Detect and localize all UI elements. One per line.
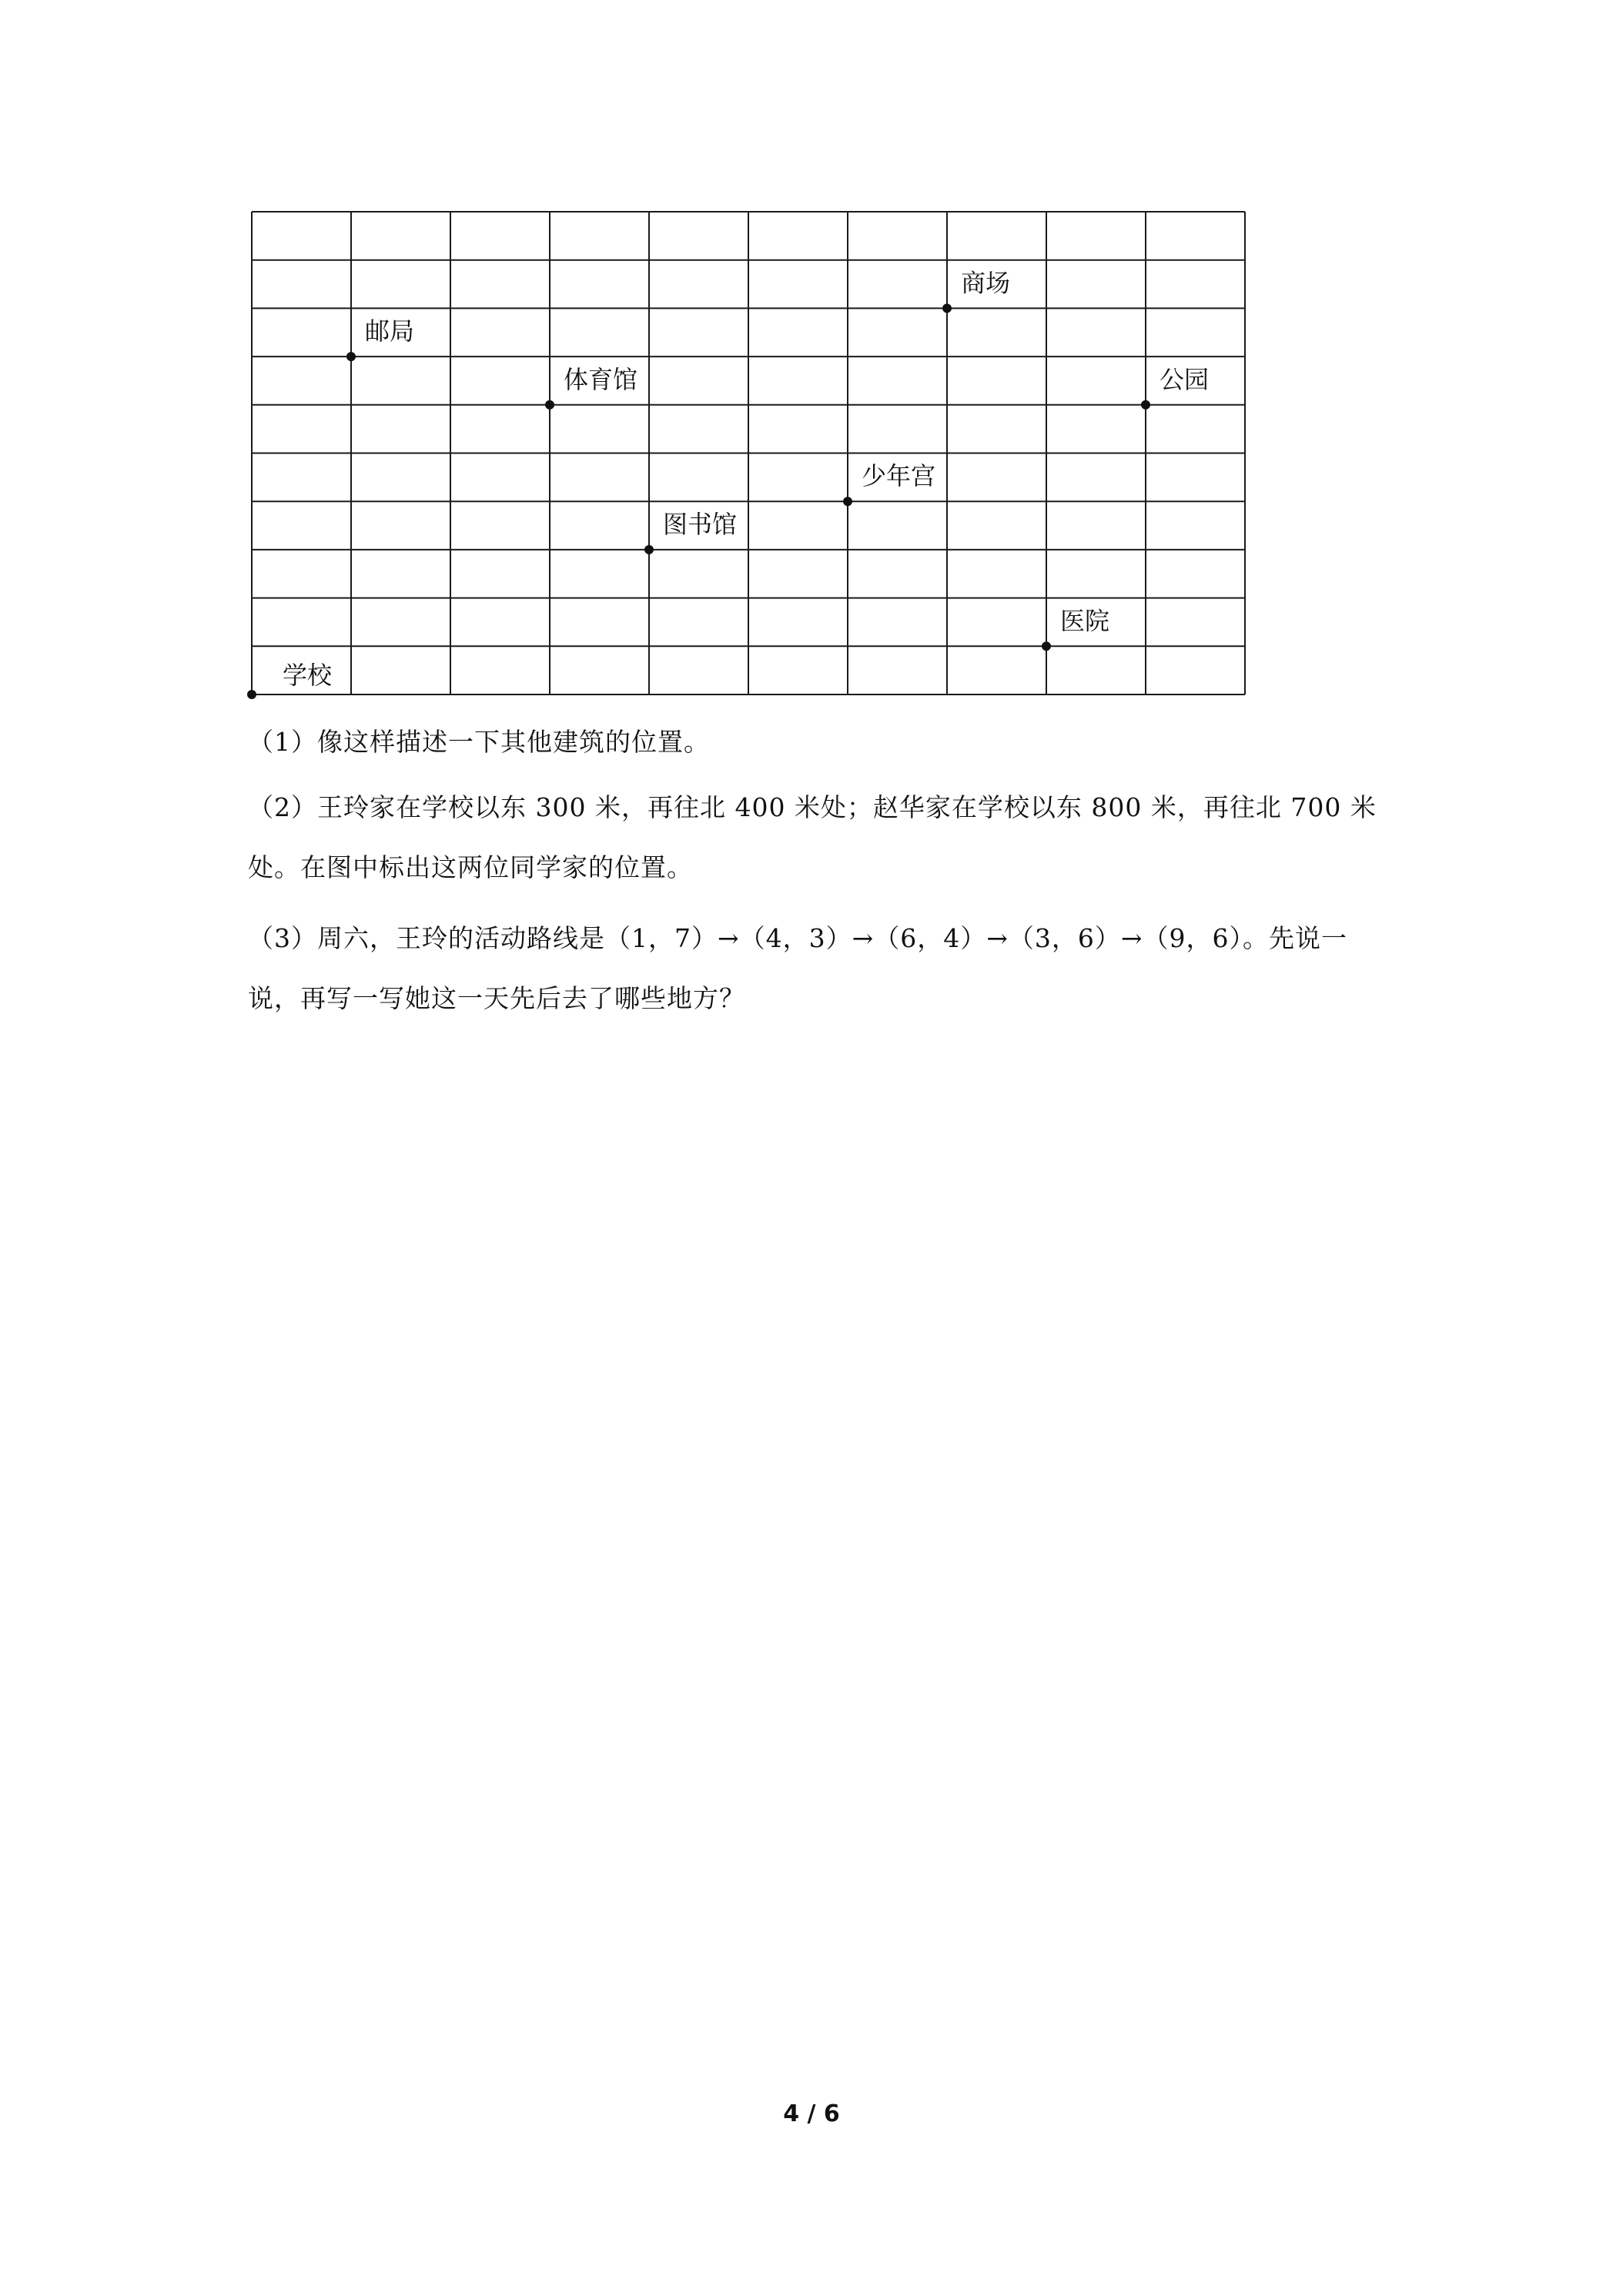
place-label: 学校 [283, 661, 333, 690]
question-1: （1）像这样描述一下其他建筑的位置。 [248, 727, 710, 757]
map-grid [0, 0, 1623, 739]
place-marker [247, 690, 256, 699]
question-2: （2）王玲家在学校以东 300 米，再往北 400 米处；赵华家在学校以东 800 米，再往北 700 米处。在图中标出这两位同学家的位置。 [248, 792, 1377, 882]
place-marker [644, 545, 654, 554]
place-marker [1141, 400, 1150, 410]
place-label: 邮局 [365, 316, 415, 346]
place-label: 图书馆 [663, 509, 738, 539]
place-marker [843, 497, 852, 506]
place-label: 商场 [961, 268, 1011, 298]
place-label: 少年宫 [862, 461, 936, 491]
place-marker [942, 303, 952, 313]
place-label: 体育馆 [564, 364, 638, 394]
place-marker [346, 352, 356, 361]
place-label: 公园 [1160, 364, 1210, 394]
place-marker [545, 400, 554, 410]
question-3: （3）周六，王玲的活动路线是（1，7）→（4，3）→（6，4）→（3，6）→（9，6）。先说一说，再写一写她这一天先后去了哪些地方？ [248, 923, 1348, 1013]
place-label: 医院 [1060, 606, 1110, 636]
place-marker [1042, 641, 1051, 651]
page-number: 4 / 6 [783, 2100, 840, 2127]
